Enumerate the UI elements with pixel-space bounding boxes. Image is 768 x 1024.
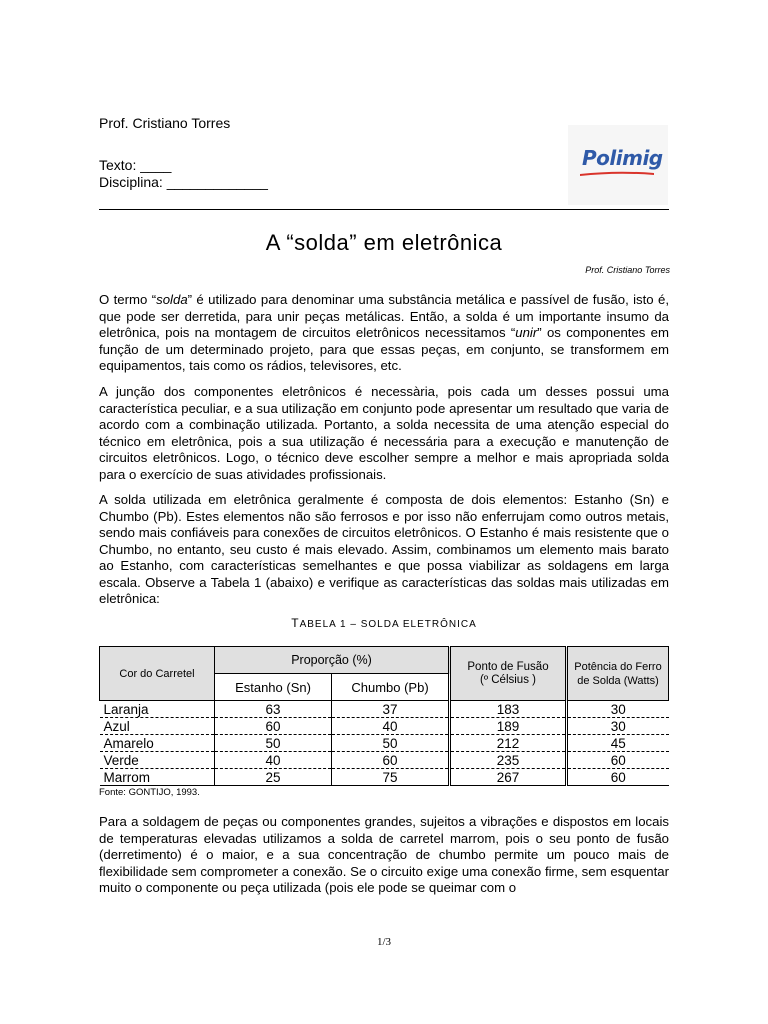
paragraph-1: O termo “solda” é utilizado para denominar uma substância metálica e passível de fusão, isto é, que pode ser derretida, para unir peças metálicas. Então, a solda é um importante insumo da eletrônica, pois na montagem de circuitos eletrônicos necessitamos “unir” os componentes em função de um determinado projeto, para que essas peças, em conjunto, se transformem em equipamentos, tais como os rádios, televisores, etc. <box>99 292 670 373</box>
table-caption: TABELA 1 – SOLDA ELETRÔNICA <box>291 616 477 630</box>
cell-estanho: 60 <box>215 718 332 735</box>
cell-potencia: 30 <box>567 701 669 718</box>
cell-chumbo: 40 <box>332 718 450 735</box>
table-row <box>100 718 669 735</box>
header-cor: Cor do Carretel <box>100 647 215 701</box>
page-number: 1/3 <box>376 936 392 948</box>
table-row <box>100 769 669 786</box>
paragraph-4: Para a soldagem de peças ou componentes grandes, sujeitos a vibrações e dispostos em locais de temperaturas elevadas utilizamos a solda de carretel marrom, pois o seu ponto de fusão (derretimento) é o maior, e a sua concentração de chumbo permite um pouco mais de flexibilidade sem comprometer a conexão. Se o circuito exige uma conexão firme, sem esquentar muito o componente ou peça utilizada (pois ele pode se queimar com o <box>99 814 669 895</box>
cell-estanho: 25 <box>215 769 332 786</box>
cell-chumbo: 60 <box>332 752 450 769</box>
cell-potencia: 60 <box>567 769 669 786</box>
cell-chumbo: 50 <box>332 735 450 752</box>
cell-estanho: 50 <box>215 735 332 752</box>
solder-table <box>99 646 669 786</box>
byline: Prof. Cristiano Torres <box>585 265 670 275</box>
cell-fusao: 235 <box>450 752 567 769</box>
cell-potencia: 30 <box>567 718 669 735</box>
header-divider <box>99 209 669 210</box>
paragraph-2: A junção dos componentes eletrônicos é necessària, pois cada um desses possui uma característica peculiar, e a sua utilização em conjunto pode apresentar um resultado que varia de acordo com a combinação utilizada. Portanto, a solda necessita de uma atenção especial do técnico em eletrônica, pois a sua utilização é necessária para a execução e manutenção de circuitos eletrônicos. Logo, o técnico deve escolher sempre a melhor e mais apropriada solda para o exercício de suas atividades profissionais. <box>99 384 669 482</box>
cell-fusao: 183 <box>450 701 567 718</box>
cell-cor: Laranja <box>100 701 215 718</box>
header-chumbo: Chumbo (Pb) <box>332 674 450 701</box>
cell-fusao: 212 <box>450 735 567 752</box>
header-proporcao: Proporção (%) <box>215 647 450 674</box>
cell-cor: Azul <box>100 718 215 735</box>
table-row <box>100 735 669 752</box>
cell-fusao: 267 <box>450 769 567 786</box>
cell-potencia: 45 <box>567 735 669 752</box>
texto-field: Texto: ____ <box>99 157 172 173</box>
table-row <box>100 701 669 718</box>
disciplina-field: Disciplina: _____________ <box>99 174 268 190</box>
logo-swoosh-icon <box>580 170 654 176</box>
cell-estanho: 63 <box>215 701 332 718</box>
header-fusao: Ponto de Fusão (º Célsius ) <box>450 647 567 701</box>
cell-estanho: 40 <box>215 752 332 769</box>
cell-chumbo: 75 <box>332 769 450 786</box>
logo-text: Polimig <box>582 146 663 170</box>
paragraph-3: A solda utilizada em eletrônica geralmente é composta de dois elementos: Estanho (Sn) e Chumbo (Pb). Estes elementos não são ferrosos e por isso não enferrujam como outros metais, sendo mais confiáveis para conexões de circuitos eletrônicos. O Estanho é mais resistente que o Chumbo, no entanto, seu custo é mais elevado. Assim, combinamos um elemento mais barato ao Estanho, com características semelhantes e que possa viabilizar as soldagens em larga escala. Observe a Tabela 1 (abaixo) e verifique as características das soldas mais utilizadas em eletrônica: <box>99 492 669 606</box>
cell-cor: Verde <box>100 752 215 769</box>
cell-cor: Marrom <box>100 769 215 786</box>
table-row <box>100 752 669 769</box>
header-author: Prof. Cristiano Torres <box>99 115 231 131</box>
header-potencia: Potência do Ferro de Solda (Watts) <box>567 647 669 701</box>
header-estanho: Estanho (Sn) <box>215 674 332 701</box>
cell-cor: Amarelo <box>100 735 215 752</box>
cell-chumbo: 37 <box>332 701 450 718</box>
page-title: A “solda” em eletrônica <box>265 230 503 255</box>
polimig-logo <box>568 125 668 205</box>
cell-fusao: 189 <box>450 718 567 735</box>
table-source: Fonte: GONTIJO, 1993. <box>99 787 200 798</box>
cell-potencia: 60 <box>567 752 669 769</box>
